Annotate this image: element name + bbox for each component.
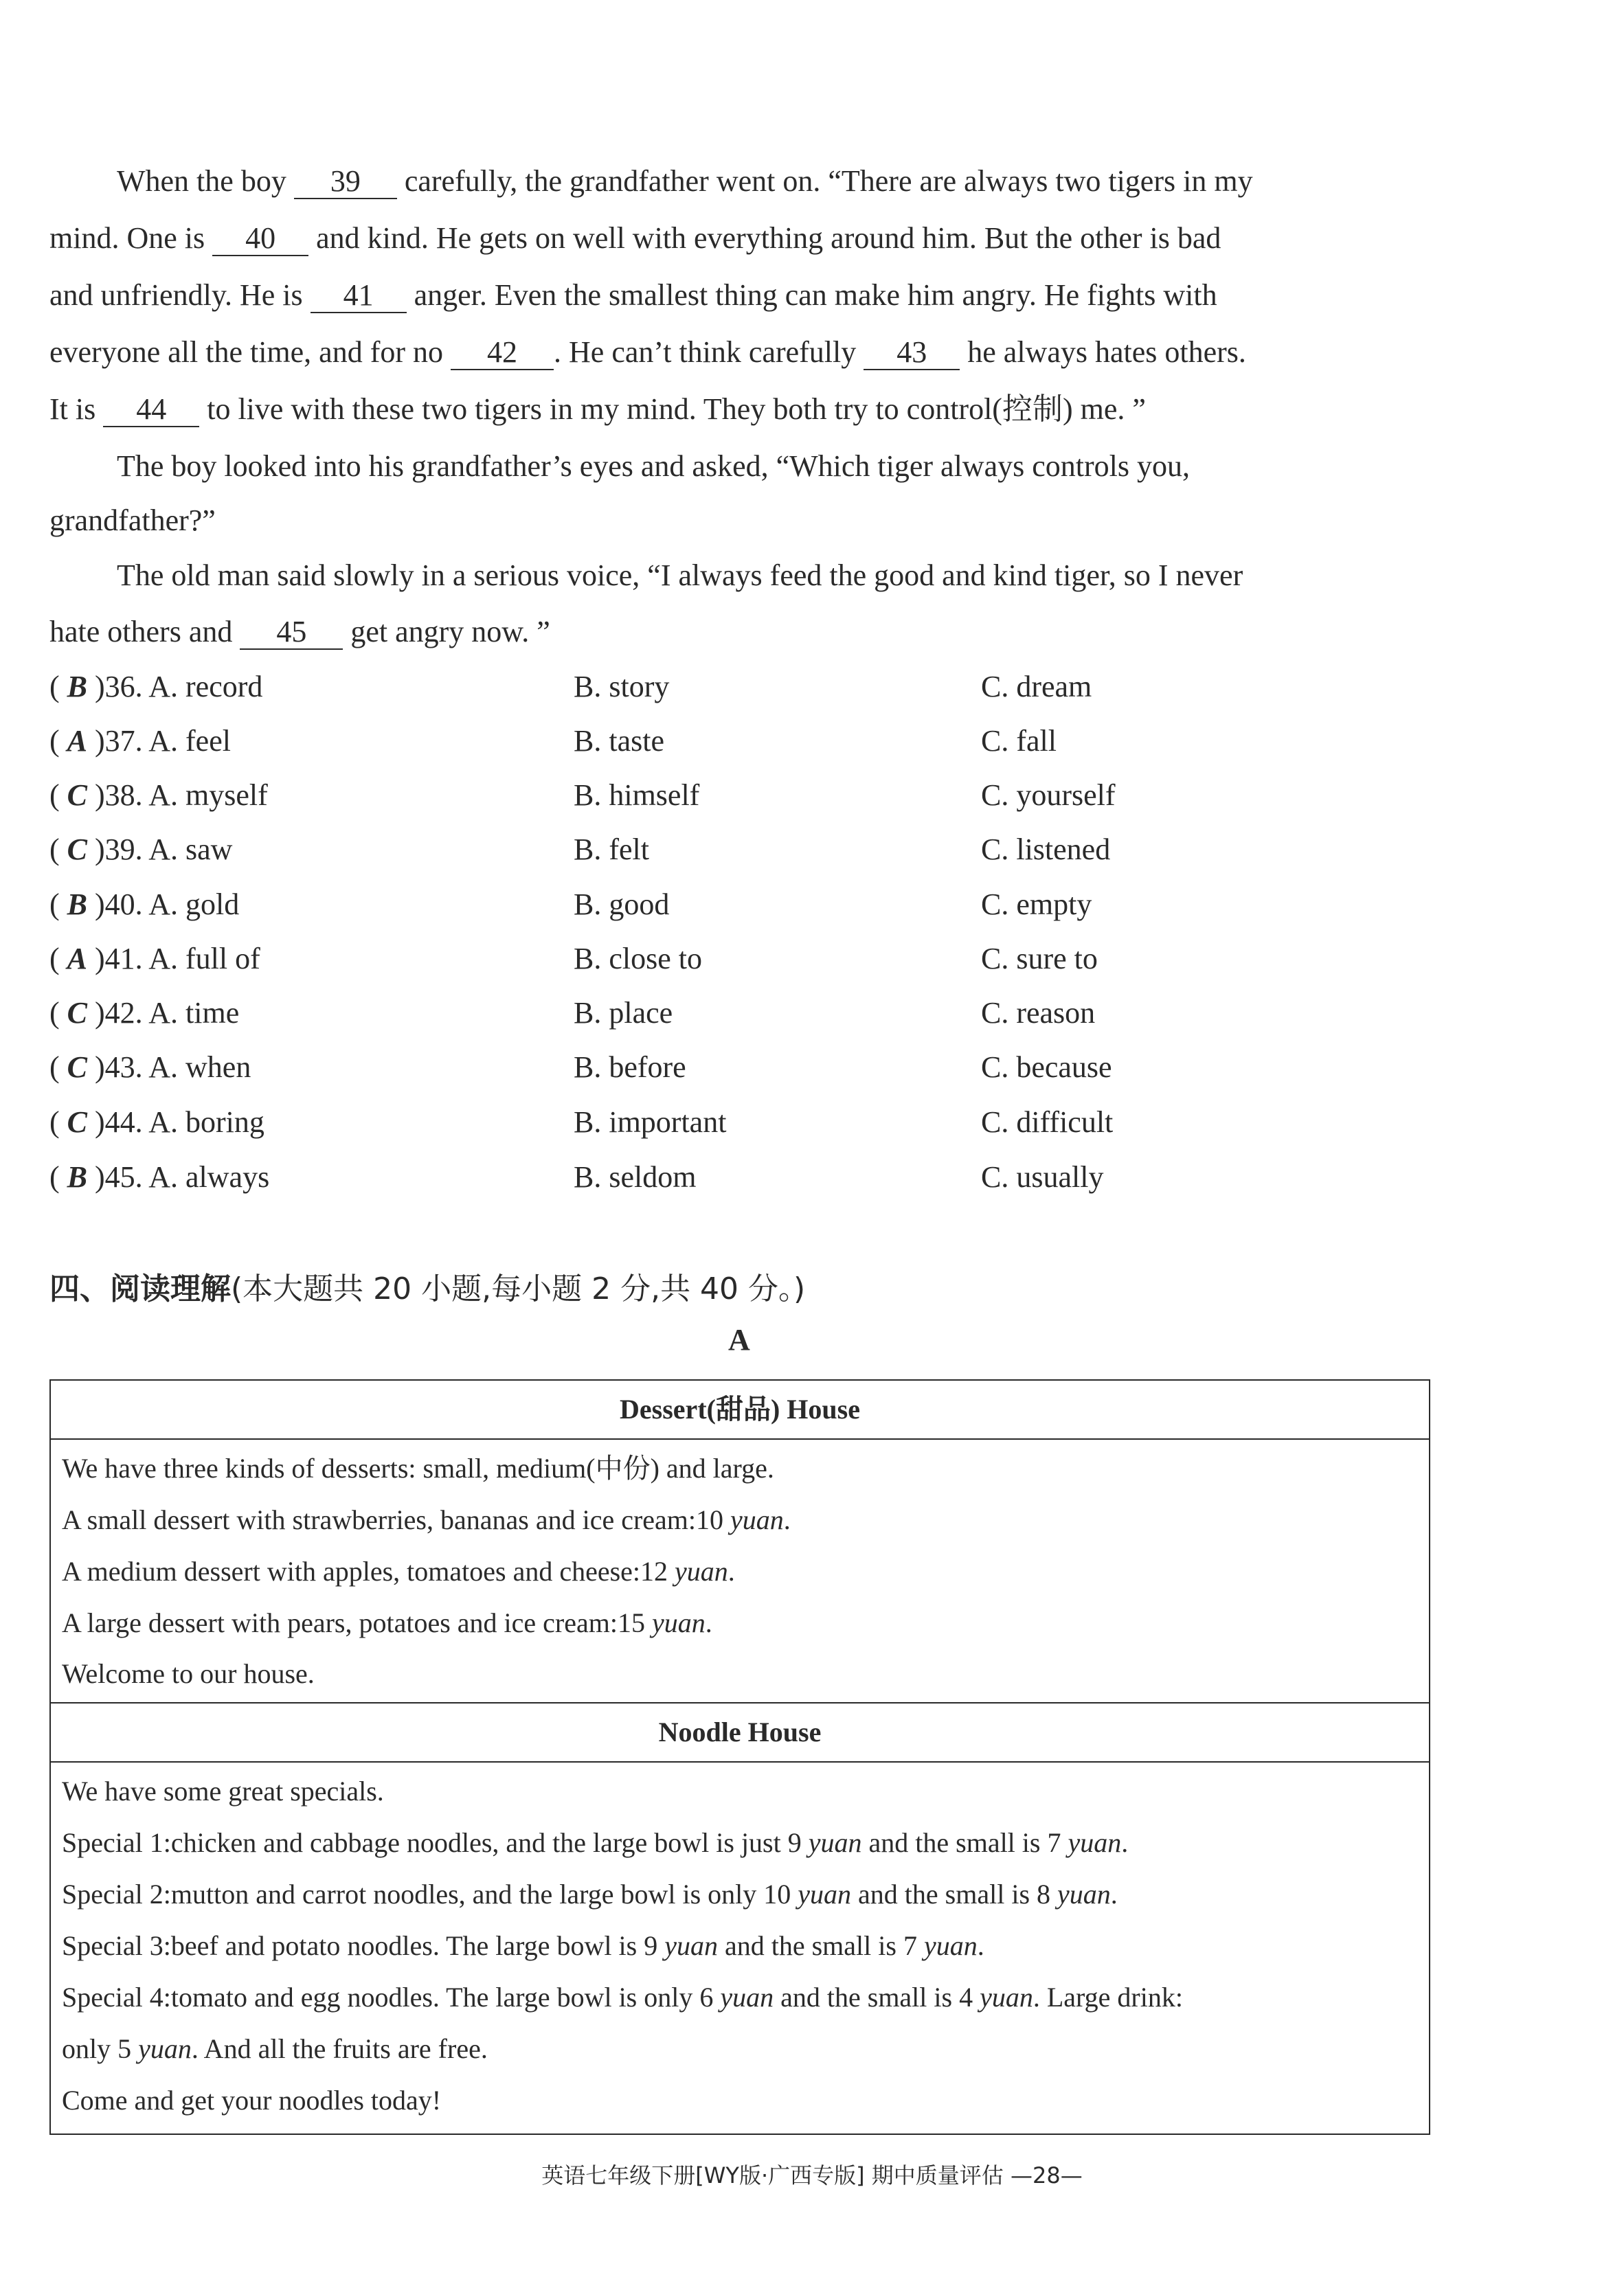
text: . [728,1556,735,1587]
option-b: B. good [574,887,670,921]
answer: C [67,833,88,866]
passage-line [117,162,1253,201]
option-b: B. himself [574,778,700,812]
text: . [783,1504,791,1535]
answer: C [67,1105,88,1139]
text: carefully, the grandfather went on. “There are always two tigers in my [396,164,1253,198]
option-a: )42. A. time [95,996,240,1030]
dessert-line [62,1503,791,1537]
dessert-line [62,1606,712,1640]
option-a: )37. A. feel [95,724,231,758]
question-41: ( A )41. A. full of [49,942,260,975]
currency: yuan [980,1982,1033,2013]
blank-45: 45 [240,615,343,650]
currency: yuan [1068,1827,1122,1858]
option-c: C. yourself [981,778,1116,812]
question-38: ( C )38. A. myself [49,778,268,812]
text: and the small is 7 [717,1930,924,1961]
page-footer: 英语七年级下册[WY版·广西专版] 期中质量评估 —28— [541,2162,1083,2188]
option-c: C. sure to [981,942,1098,975]
passage-line [49,219,1221,258]
noodle-line: We have some great specials. [62,1776,384,1807]
text: . [705,1607,712,1638]
noodle-line [62,1826,1128,1860]
noodle-line [62,1877,1118,1912]
text: Special 4:tomato and egg noodles. The large bowl is only 6 [62,1982,721,2013]
noodle-line [62,1980,1183,2015]
dessert-house-box [49,1379,1430,1704]
text: everyone all the time, and for no [49,335,451,369]
text: Special 1:chicken and cabbage noodles, and the large bowl is just 9 [62,1827,809,1858]
text: A small dessert with strawberries, bananas and ice cream:10 [62,1504,731,1535]
text: We have three kinds of desserts: small, medium(中份) and large. [62,1453,774,1484]
section-heading [49,1264,805,1308]
text: A large dessert with pears, potatoes and ice cream:15 [62,1607,652,1638]
option-b: B. important [574,1105,727,1139]
blank-40: 40 [212,222,308,256]
option-b: B. taste [574,724,664,758]
noodle-house-title: Noodle House [51,1704,1429,1763]
answer: B [67,670,88,703]
dessert-line [62,1657,315,1691]
text: When the boy [117,164,294,198]
text: he always hates others. [960,335,1246,369]
text: . And all the fruits are free. [191,2033,488,2064]
option-a: )40. A. gold [95,887,240,921]
text: and the small is 8 [851,1879,1058,1910]
option-b: B. seldom [574,1160,697,1194]
option-c: C. because [981,1050,1112,1084]
option-b: B. felt [574,833,649,866]
option-a: )38. A. myself [95,778,268,812]
noodle-line [62,1929,984,1963]
option-c: C. listened [981,833,1111,866]
option-c: C. difficult [981,1105,1114,1139]
option-c: C. usually [981,1160,1104,1194]
question-37: ( A )37. A. feel [49,724,231,758]
passage-line [49,613,550,651]
currency: yuan [664,1930,718,1961]
text: . [1110,1879,1118,1910]
blank-43: 43 [864,336,960,370]
answer: A [67,942,88,975]
option-c: C. fall [981,724,1057,758]
passage-line: grandfather?” [49,503,216,537]
text: get angry now. ” [343,615,550,648]
text: . [1121,1827,1129,1858]
currency: yuan [923,1930,978,1961]
option-c: C. empty [981,887,1092,921]
text: A medium dessert with apples, tomatoes and cheese:12 [62,1556,675,1587]
currency: yuan [808,1827,862,1858]
answer: C [67,778,88,812]
section-title: 四、阅读理解 [49,1271,231,1306]
text: only 5 [62,2033,139,2064]
text: Special 2:mutton and carrot noodles, and the large bowl is only 10 [62,1879,798,1910]
passage-line [49,333,1246,372]
answer: A [67,724,88,758]
passage-line: The old man said slowly in a serious voice, “I always feed the good and kind tiger, so I never [117,558,1243,592]
option-b: B. close to [574,942,702,975]
passage-line [49,390,1146,429]
text: and kind. He gets on well with everything around him. But the other is bad [308,221,1221,255]
option-c: C. dream [981,670,1092,703]
answer: B [67,887,88,921]
text: and unfriendly. He is [49,278,311,312]
noodle-line: Come and get your noodles today! [62,2085,442,2116]
dessert-line [62,1451,774,1486]
text: to live with these two tigers in my mind. They both try to control(控制) me. ” [199,392,1146,426]
text: Welcome to our house. [62,1658,315,1689]
text: and the small is 4 [774,1982,980,2013]
option-a: )45. A. always [95,1160,270,1194]
currency: yuan [651,1607,706,1638]
dessert-line [62,1554,735,1589]
currency: yuan [675,1556,728,1587]
text: and the small is 7 [861,1827,1068,1858]
blank-42: 42 [451,336,554,370]
text: . He can’t think carefully [554,335,864,369]
passage-letter: A [728,1323,750,1357]
text: mind. One is [49,221,213,255]
dessert-house-title: Dessert(甜品) House [51,1381,1429,1440]
text: hate others and [49,615,240,648]
option-a: )39. A. saw [95,833,233,866]
option-a: )41. A. full of [95,942,260,975]
currency: yuan [798,1879,852,1910]
answer: C [67,1050,88,1084]
question-43: ( C )43. A. when [49,1050,251,1084]
option-a: )44. A. boring [95,1105,264,1139]
text: . [977,1930,984,1961]
currency: yuan [1057,1879,1111,1910]
option-a: )43. A. when [95,1050,251,1084]
option-b: B. story [574,670,670,703]
noodle-house-box [49,1702,1430,2135]
question-42: ( C )42. A. time [49,996,240,1030]
text: anger. Even the smallest thing can make him angry. He fights with [406,278,1217,312]
text: Special 3:beef and potato noodles. The large bowl is 9 [62,1930,665,1961]
passage-line [49,276,1217,315]
text: It is [49,392,104,426]
option-b: B. before [574,1050,686,1084]
option-a: )36. A. record [95,670,263,703]
question-45: ( B )45. A. always [49,1160,270,1194]
noodle-line [62,2032,488,2066]
option-b: B. place [574,996,673,1030]
question-40: ( B )40. A. gold [49,887,240,921]
answer: C [67,996,88,1030]
currency: yuan [720,1982,774,2013]
question-36: ( B )36. A. record [49,670,263,703]
currency: yuan [138,2033,192,2064]
answer: B [67,1160,88,1194]
blank-41: 41 [311,279,407,313]
blank-44: 44 [103,393,199,427]
option-c: C. reason [981,996,1096,1030]
blank-39: 39 [294,165,397,199]
section-subtitle: (本大题共 20 小题,每小题 2 分,共 40 分。) [231,1271,806,1306]
question-44: ( C )44. A. boring [49,1105,264,1139]
question-39: ( C )39. A. saw [49,833,233,866]
text: . Large drink: [1033,1982,1183,2013]
passage-line: The boy looked into his grandfather’s eyes and asked, “Which tiger always controls you, [117,449,1190,483]
currency: yuan [730,1504,784,1535]
